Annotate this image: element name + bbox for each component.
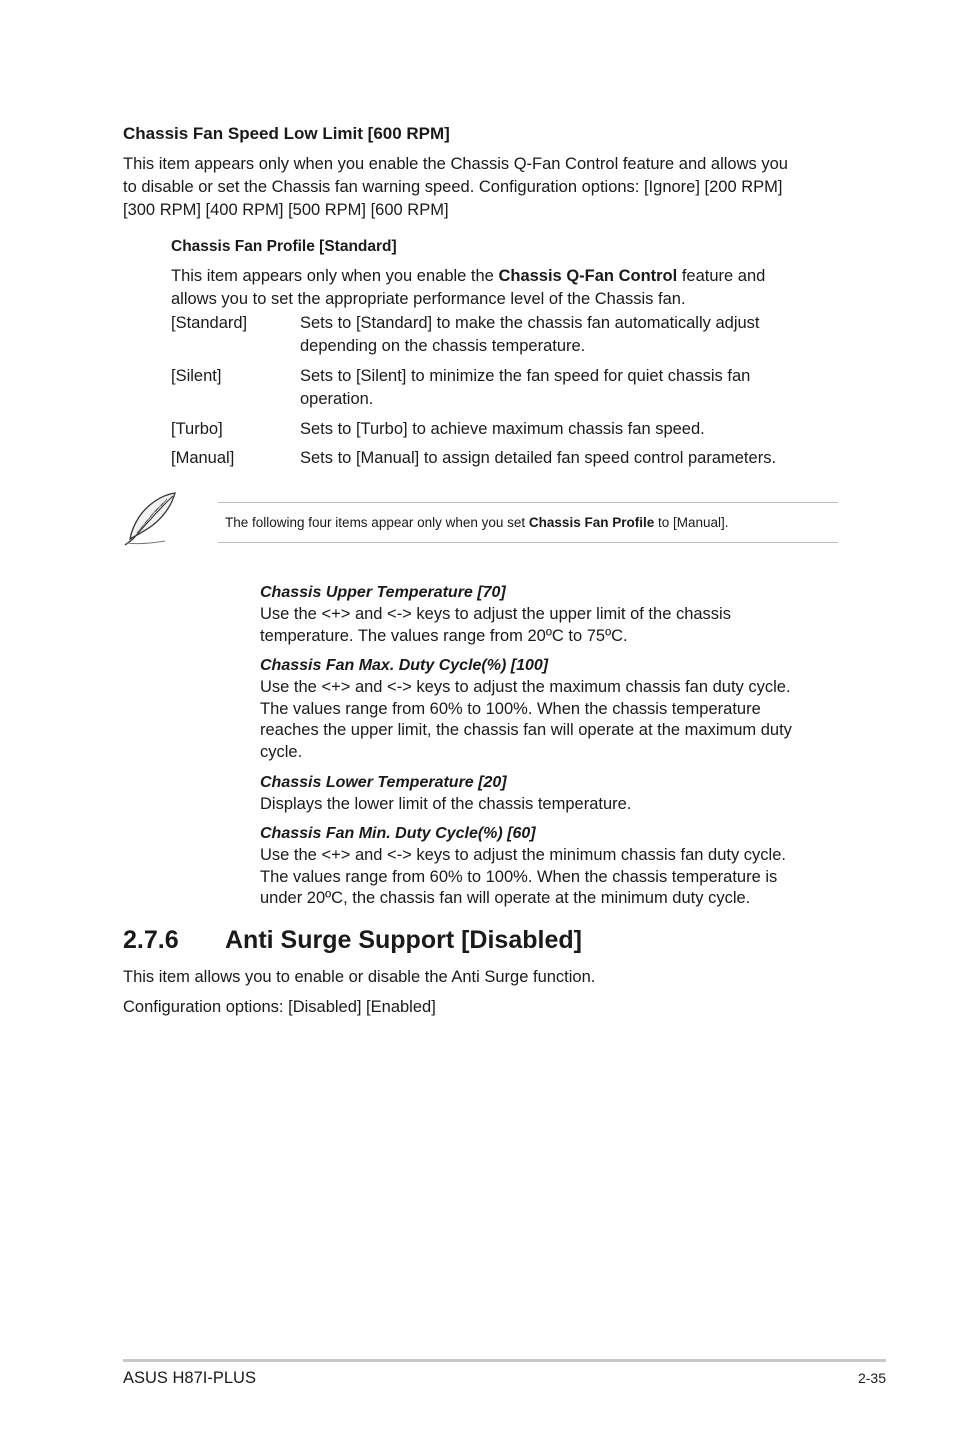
max-duty-desc [260, 677, 792, 763]
desc-line: This item appears only when you enable the Chassis Q-Fan Control feature and allows you [123, 155, 788, 173]
page-number: 2-35 [857, 1370, 886, 1386]
note-top-rule [218, 502, 838, 503]
max-duty-heading: Chassis Fan Max. Duty Cycle(%) [100] [260, 657, 549, 674]
option-desc-turbo [300, 418, 705, 441]
fan-low-limit-desc [123, 153, 788, 222]
option-desc-silent [300, 365, 750, 411]
intro-bold: Chassis Q-Fan Control [498, 267, 678, 285]
intro-line [171, 265, 765, 288]
desc-line: Sets to [Standard] to make the chassis fan automatically adjust [300, 314, 760, 332]
anti-surge-options: Configuration options: [Disabled] [Enabled] [123, 998, 436, 1016]
feather-pen-icon [121, 489, 181, 549]
option-label-manual: [Manual] [171, 449, 235, 467]
desc-line: temperature. The values range from 20ºC to 75ºC. [260, 626, 628, 645]
desc-line: Displays the lower limit of the chassis temperature. [260, 795, 632, 813]
desc-line: Use the <+> and <-> keys to adjust the upper limit of the chassis [260, 605, 731, 623]
desc-line: to disable or set the Chassis fan warning speed. Configuration options: [Ignore] [200 RPM] [123, 178, 783, 196]
lower-temp-heading: Chassis Lower Temperature [20] [260, 774, 507, 791]
fan-profile-intro [171, 265, 765, 311]
anti-surge-desc: This item allows you to enable or disable the Anti Surge function. [123, 968, 596, 986]
note-text-part: The following four items appear only when you set [225, 515, 529, 530]
note-bold: Chassis Fan Profile [528, 515, 655, 530]
upper-temp-heading: Chassis Upper Temperature [70] [260, 584, 506, 601]
min-duty-desc [260, 845, 786, 910]
option-label-turbo: [Turbo] [171, 420, 223, 438]
note-text-part: to [Manual]. [654, 515, 729, 530]
desc-line: cycle. [260, 742, 303, 761]
footer-rule [123, 1359, 886, 1362]
desc-line: Sets to [Turbo] to achieve maximum chassis fan speed. [300, 420, 705, 438]
desc-line: Use the <+> and <-> keys to adjust the minimum chassis fan duty cycle. [260, 846, 786, 864]
desc-line: The values range from 60% to 100%. When the chassis temperature is [260, 867, 778, 886]
desc-line: operation. [300, 390, 374, 408]
fan-low-limit-heading: Chassis Fan Speed Low Limit [600 RPM] [123, 124, 450, 143]
intro-text: This item appears only when you enable the [171, 267, 499, 285]
fan-profile-heading: Chassis Fan Profile [Standard] [171, 238, 397, 255]
lower-temp-desc [260, 794, 631, 816]
desc-line: under 20ºC, the chassis fan will operate at the minimum duty cycle. [260, 889, 751, 907]
footer-product: ASUS H87I-PLUS [123, 1369, 256, 1387]
desc-line: Sets to [Manual] to assign detailed fan speed control parameters. [300, 449, 777, 467]
upper-temp-desc [260, 604, 731, 647]
intro-line: allows you to set the appropriate performance level of the Chassis fan. [171, 290, 686, 308]
min-duty-heading: Chassis Fan Min. Duty Cycle(%) [60] [260, 825, 536, 842]
section-title: Anti Surge Support [Disabled] [225, 926, 582, 954]
option-label-silent: [Silent] [171, 367, 222, 385]
desc-line: depending on the chassis temperature. [300, 337, 586, 355]
desc-line: [300 RPM] [400 RPM] [500 RPM] [600 RPM] [123, 201, 449, 219]
option-desc-standard [300, 312, 760, 358]
desc-line: Use the <+> and <-> keys to adjust the maximum chassis fan duty cycle. [260, 678, 791, 696]
option-desc-manual [300, 447, 776, 470]
section-number: 2.7.6 [123, 926, 179, 954]
desc-line: reaches the upper limit, the chassis fan will operate at the maximum duty [260, 721, 792, 739]
desc-line: Sets to [Silent] to minimize the fan speed for quiet chassis fan [300, 367, 751, 385]
note-bottom-rule [218, 542, 838, 543]
note-text [225, 514, 729, 532]
intro-text: feature and [677, 267, 766, 285]
option-label-standard: [Standard] [171, 314, 248, 332]
desc-line: The values range from 60% to 100%. When the chassis temperature [260, 699, 761, 718]
